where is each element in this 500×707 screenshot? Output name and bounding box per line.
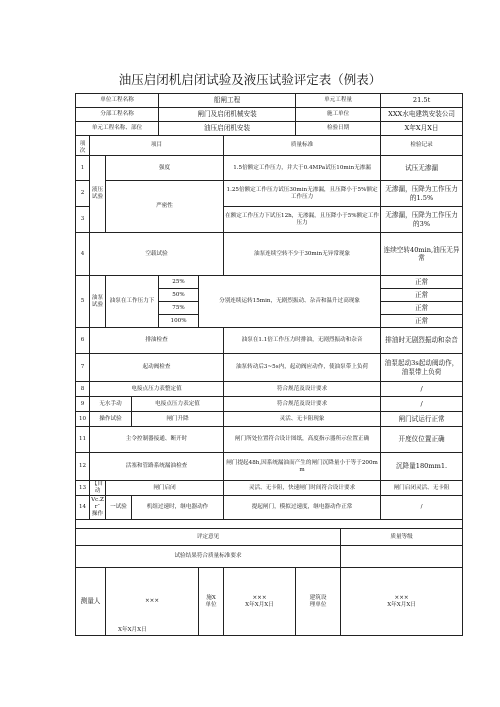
inspect-date-label: 检验日期 <box>296 122 381 136</box>
record-text: 正常 <box>381 315 463 328</box>
record-text: 排油时无剧烈振动和杂音 <box>381 328 463 354</box>
level-label: 25% <box>159 276 199 289</box>
table-row <box>76 276 463 289</box>
builder-date: X年X月X日 <box>245 601 274 608</box>
table-row <box>76 328 463 354</box>
standard-text: 分别连续运转15min，无剧烈振动、杂音和温升过高现象 <box>199 276 381 328</box>
opinion-value: 试验结果符合质量标准要求 <box>76 546 341 568</box>
standard-text: 油泵转动后3~5s内，起动阀应动作，使油泵带上负荷 <box>224 354 381 382</box>
table-row <box>76 453 463 481</box>
supervisor-label-line: 理单位 <box>309 601 327 608</box>
standard-text: 提起闸门，模拟过速度，继电器动作正常 <box>224 496 381 520</box>
item-label: 强度 <box>106 156 224 181</box>
table-row <box>76 481 463 496</box>
record-text: 闸门启闭灵活、无卡阻 <box>381 481 463 496</box>
item-label: 油泵在工作压力下 <box>106 276 159 328</box>
group-label-left <box>90 496 106 520</box>
row-number: 1 <box>76 156 90 181</box>
standard-text: 1.25倍额定工作压力试压30min无渗漏，且压降小于5%额定工作压力 <box>224 181 381 207</box>
unit-quantity-label: 单元工程量 <box>296 94 381 108</box>
table-row <box>76 156 463 181</box>
row-number: 4 <box>76 233 90 276</box>
item-label: 排油检查 <box>90 328 224 354</box>
builder-signature <box>224 568 296 636</box>
item-label: 严密性 <box>106 181 224 233</box>
group-label: 无水手动 <box>90 397 132 412</box>
unit-project-value: 船闸工程 <box>159 94 296 108</box>
inspect-date-value: X年X月X日 <box>381 122 463 136</box>
row-number: 5 <box>76 276 90 328</box>
row-number: 13 <box>76 481 90 496</box>
sub-project-label: 分部工程名称 <box>76 108 159 122</box>
row-number: 3 <box>76 207 90 233</box>
contractor-label: 施工单位 <box>296 108 381 122</box>
standard-text: 1.5倍额定工作压力，并大于0.4MPa试压10min无渗漏 <box>224 156 381 181</box>
evaluation-header-row <box>76 529 463 546</box>
supervisor-date: X年X月X日 <box>387 601 416 608</box>
row-number: 2 <box>76 181 90 207</box>
group-label: 操作试验 <box>90 412 132 427</box>
record-text: / <box>381 397 463 412</box>
standard-header: 质量标准 <box>224 136 381 156</box>
table-row <box>76 397 463 412</box>
standard-text: 闸门所处位置符合设计图纸，高度指示器所示位置正确 <box>224 427 381 453</box>
builder-label-line: 施X <box>206 594 216 601</box>
table-row <box>76 233 463 276</box>
unit-project-label: 单位工程名称 <box>76 94 159 108</box>
item-label: 主令控制器接通、断开时 <box>90 427 224 453</box>
record-text: 正常 <box>381 276 463 289</box>
standard-text: 闸门提起48h,因系统漏油而产生的闸门沉降量小于等于200mm <box>224 453 381 481</box>
supervisor-label-line: 建筑设 <box>309 594 327 601</box>
item-label: 闸门升降 <box>132 412 224 427</box>
item-label: 起动阀检查 <box>90 354 224 382</box>
row-number: 9 <box>76 397 90 412</box>
group-label: 液压试验 <box>90 156 106 233</box>
record-text: 正常 <box>381 302 463 315</box>
signature-row <box>76 568 463 636</box>
row-number: 11 <box>76 427 90 453</box>
record-text: 开度仪位置正确 <box>381 427 463 453</box>
spacer-cell <box>76 520 463 529</box>
record-text: 连续空转40min,油压无异常 <box>381 233 463 276</box>
record-text: / <box>381 382 463 397</box>
record-text: 无渗漏，压降为工作压力的3% <box>381 207 463 233</box>
table-row <box>76 427 463 453</box>
grade-value <box>341 546 463 568</box>
item-label: 闸门启闭 <box>106 481 224 496</box>
row-number: 14 <box>76 496 90 520</box>
row-number: 8 <box>76 382 90 397</box>
tester-signature <box>106 568 199 636</box>
record-text: 无渗漏，压降为工作压力的1.5% <box>381 181 463 207</box>
evaluation-table <box>75 93 463 636</box>
supervisor-signature <box>341 568 463 636</box>
row-number: 6 <box>76 328 90 354</box>
header-row-3 <box>76 122 463 136</box>
record-text: 沉降量180mm1. <box>381 453 463 481</box>
standard-text: 在额定工作压力下试压12h，无渗漏，且压降小于5%额定工作压力 <box>224 207 381 233</box>
group-label-part: Vc.Zr¯ <box>91 497 104 510</box>
table-row <box>76 354 463 382</box>
standard-text: 灵活、无卡阻现象 <box>224 412 381 427</box>
table-row <box>76 382 463 397</box>
builder-value: ××× <box>252 594 267 601</box>
level-label: 75% <box>159 302 199 315</box>
page-title: 油压启闭机启闭试验及液压试验评定表（例表） <box>118 72 382 87</box>
group-label-part: 操作 <box>91 510 104 517</box>
table-row <box>76 181 463 207</box>
standard-text: 油泵连续空转不少于30min无异常现象 <box>224 233 381 276</box>
opinion-label: 评定意见 <box>76 529 341 546</box>
sub-project-value: 闸门及启闭机械安装 <box>159 108 296 122</box>
tester-value: ××× <box>144 598 160 604</box>
item-header: 项目 <box>90 136 224 156</box>
record-text: 试压无渗漏 <box>381 156 463 181</box>
spacer-row <box>76 520 463 529</box>
record-text: 闸门试运行正常 <box>381 412 463 427</box>
item-label: 电接点压力表整定值 <box>90 382 224 397</box>
table-row <box>76 496 463 520</box>
record-text: 油泵起动3s起动阀动作，油泵带上负荷 <box>381 354 463 382</box>
column-header-row <box>76 136 463 156</box>
contractor-value: XXX水电建筑安装公司 <box>381 108 463 122</box>
tester-label: 测量人 <box>76 568 106 636</box>
supervisor-label <box>296 568 341 636</box>
standard-text: 灵活、无卡阻，快速闸门时间符合设计要求 <box>224 481 381 496</box>
tester-date: X年X月X日 <box>118 627 147 634</box>
level-label: 50% <box>159 289 199 302</box>
row-number: 10 <box>76 412 90 427</box>
unit-quantity-value: 21.5t <box>381 94 463 108</box>
grade-label: 质量等级 <box>341 529 463 546</box>
level-label: 100% <box>159 315 199 328</box>
standard-text: 油泵在1.1倍工作压力时排油，无剧烈振动和杂音 <box>224 328 381 354</box>
header-row-2 <box>76 108 463 122</box>
builder-label <box>199 568 224 636</box>
group-label-mid: 一试验 <box>106 496 132 520</box>
standard-text: 符合规范及设计要求 <box>224 397 381 412</box>
item-label: 空载试验 <box>90 233 224 276</box>
unit-name-value: 油压启闭机安装 <box>159 122 296 136</box>
record-header: 检验记录 <box>381 136 463 156</box>
record-text: 正常 <box>381 289 463 302</box>
evaluation-value-row <box>76 546 463 568</box>
item-label: 活塞和管路系统漏油检查 <box>90 453 224 481</box>
item-label: 电接点压力表定值 <box>132 397 224 412</box>
record-text: / <box>381 496 463 520</box>
seq-header: 项次 <box>76 136 90 156</box>
standard-text: 符合规范及设计要求 <box>224 382 381 397</box>
row-number: 7 <box>76 354 90 382</box>
supervisor-value: ××× <box>394 594 409 601</box>
builder-label-line: 单位 <box>205 601 217 608</box>
group-label-left: 【自动 <box>90 481 106 496</box>
table-row <box>76 412 463 427</box>
header-row-1 <box>76 94 463 108</box>
item-label: 机组过速时，继电器动作 <box>132 496 224 520</box>
unit-name-label: 单元工程名称、部位 <box>76 122 159 136</box>
row-number: 12 <box>76 453 90 481</box>
group-label: 油泵试验 <box>90 276 106 328</box>
